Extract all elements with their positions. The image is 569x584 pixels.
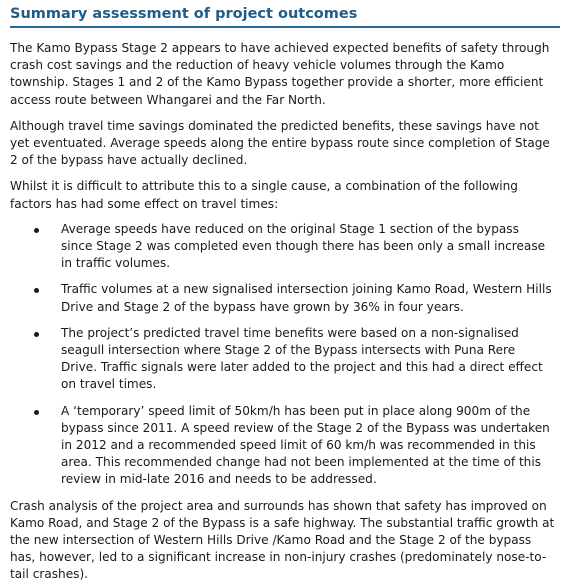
bullet-icon	[34, 410, 39, 415]
paragraph-travel-time: Although travel time savings dominated the predicted benefits, these savings have not yet eventuated. Average speeds along the entire bypass route since completion of Stage 2 of the bypass have actually declined.	[10, 118, 550, 168]
paragraph-benefits: The Kamo Bypass Stage 2 appears to have achieved expected benefits of safety through crash cost savings and the reduction of heavy vehicle volumes through the Kamo township. Stages 1 and 2 of the Kamo Bypass together provide a shorter, more efficient access route between Whangarei and the Far North.	[10, 41, 550, 107]
bullet-icon	[34, 288, 39, 293]
list-item-text: Traffic volumes at a new signalised intersection joining Kamo Road, Western Hills Drive and Stage 2 of the bypass have grown by 36% in four years.	[61, 282, 552, 314]
heading-underline	[10, 26, 560, 28]
factors-list	[10, 221, 560, 489]
section-heading: Summary assessment of project outcomes	[10, 6, 358, 22]
paragraph-crash-analysis: Crash analysis of the project area and surrounds has shown that safety has improved on Kamo Road, and Stage 2 of the Bypass is a safe highway. The substantial traffic growth at the new intersection of Western Hills Drive /Kamo Road and the Stage 2 of the bypass has, however, led to a significant increase in non-injury crashes (predominately nose-to-tail crashes).	[10, 498, 555, 582]
list-item	[10, 403, 560, 489]
bullet-icon	[34, 332, 39, 337]
list-item-text: A ‘temporary’ speed limit of 50km/h has been put in place along 900m of the bypass since 2011. A speed review of the Stage 2 of the Bypass was undertaken in 2012 and a recommended speed limit of 60 km/h was recommended in this area. This recommended change had not been implemented at the time of this review in mid-late 2016 and needs to be addressed.	[61, 403, 550, 487]
list-item	[10, 325, 560, 394]
list-item	[10, 221, 560, 273]
paragraph-factors-intro: Whilst it is difficult to attribute this to a single cause, a combination of the following factors has had some effect on travel times:	[10, 179, 518, 211]
list-item-text: Average speeds have reduced on the original Stage 1 section of the bypass since Stage 2 was completed even though there has been only a small increase in traffic volumes.	[61, 221, 546, 271]
list-item-text: The project’s predicted travel time benefits were based on a non-signalised seagull intersection where Stage 2 of the Bypass intersects with Puna Rere Drive. Traffic signals were later added to the project and this had a direct effect on travel times.	[61, 325, 543, 392]
list-item	[10, 281, 560, 315]
document-page	[10, 0, 560, 584]
bullet-icon	[34, 228, 39, 233]
